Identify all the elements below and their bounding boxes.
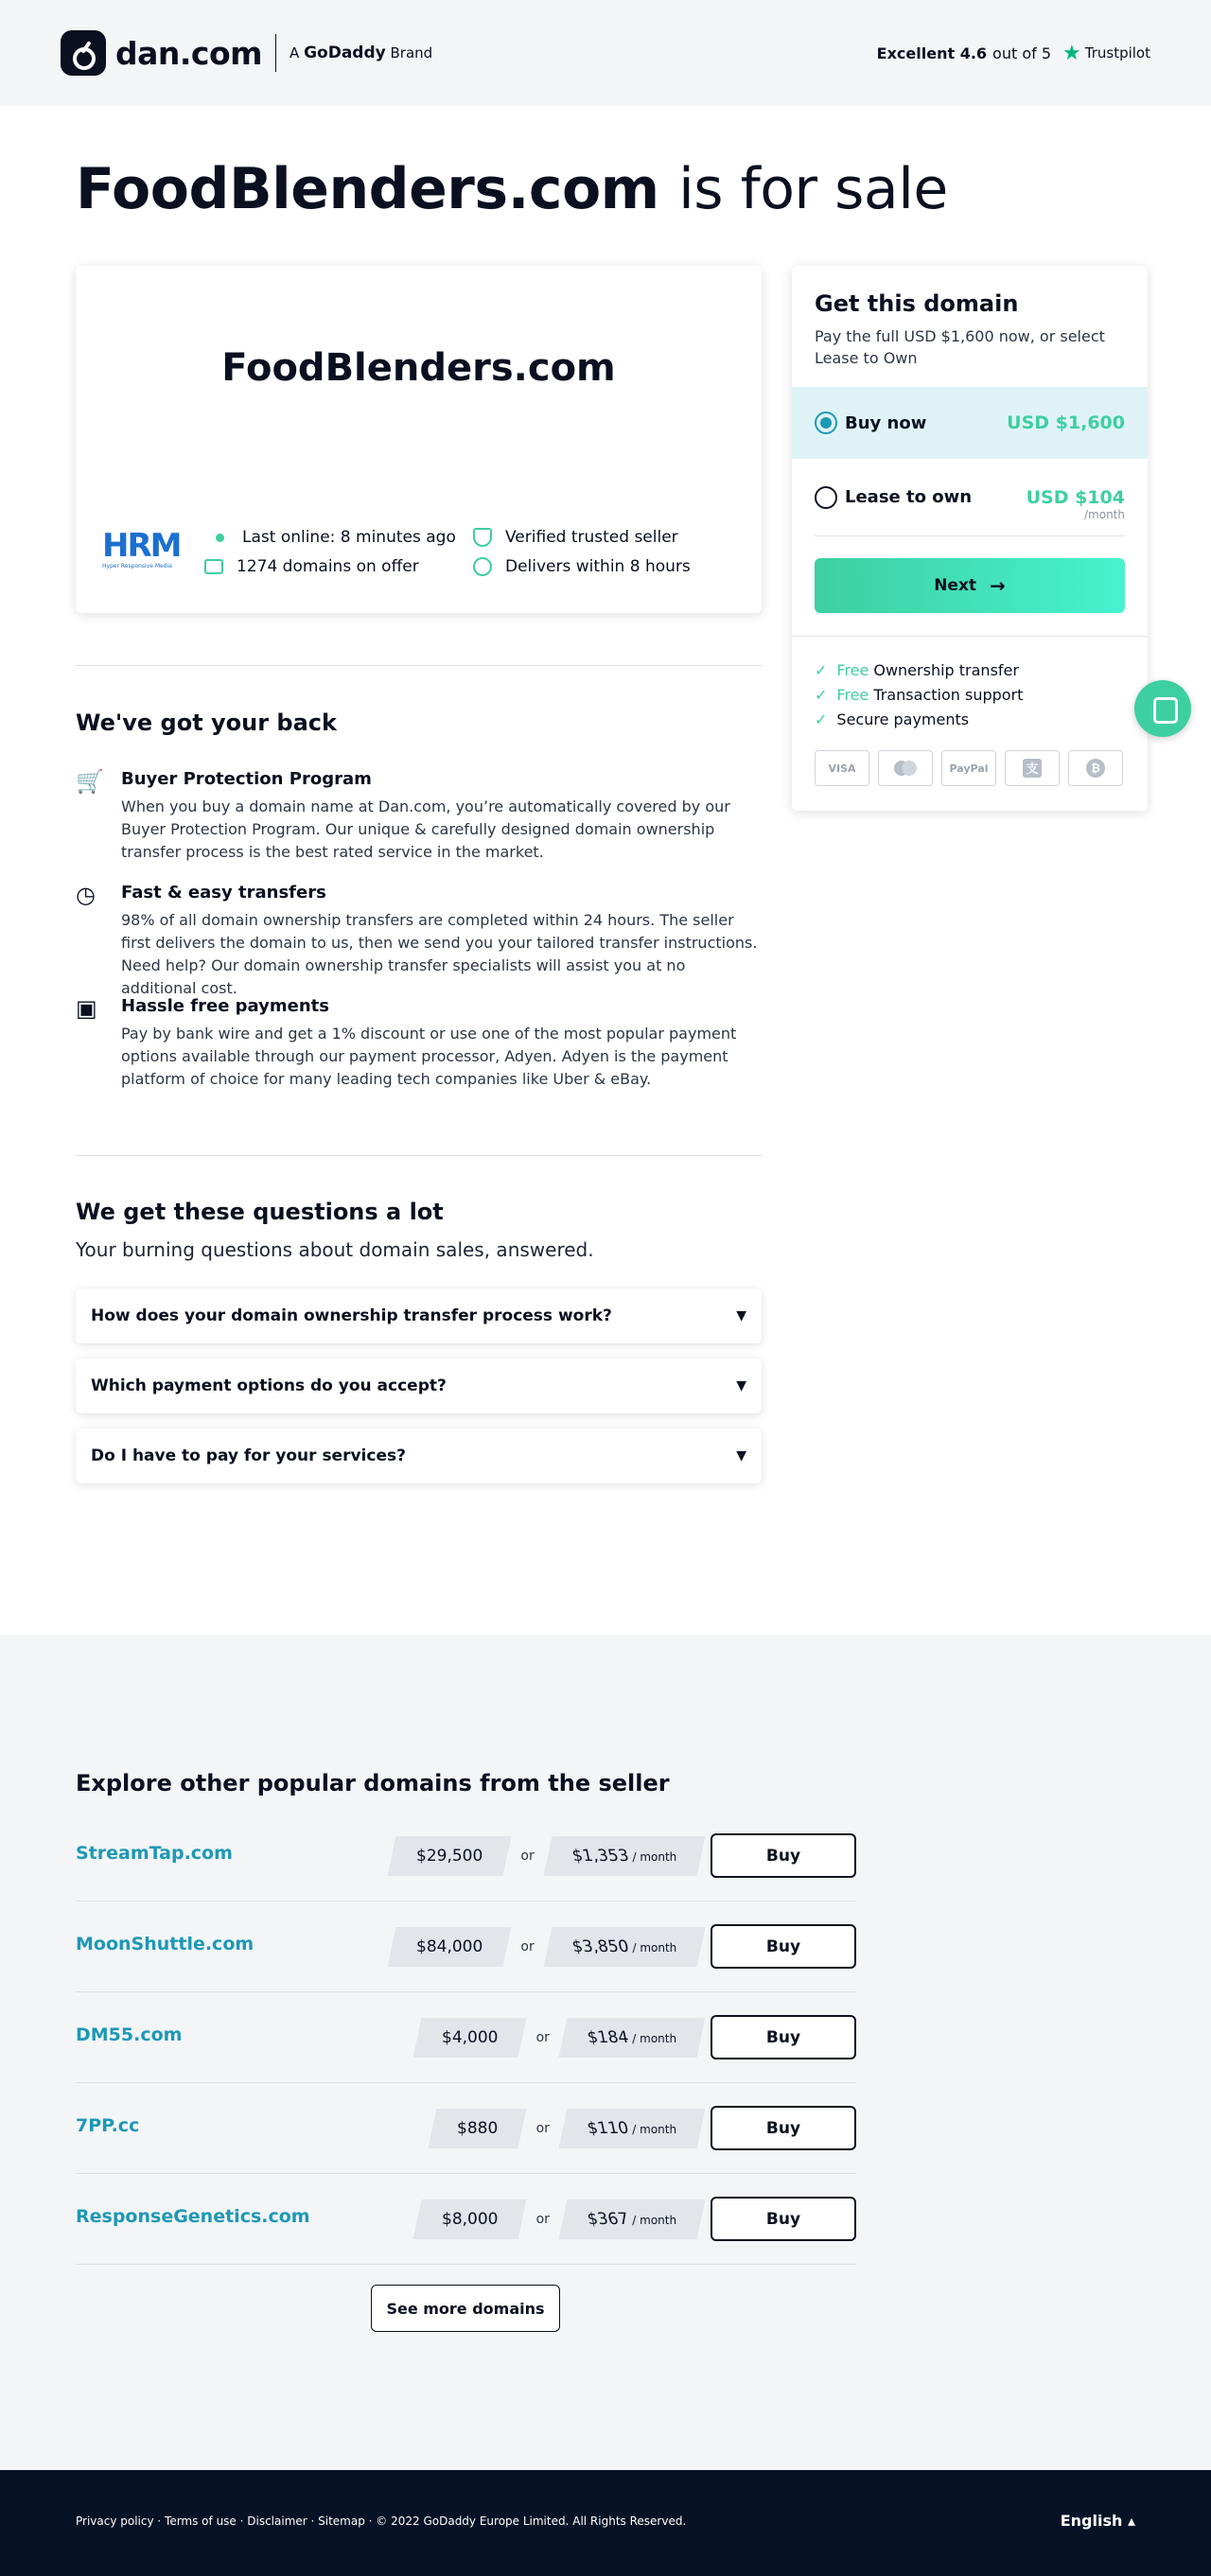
faq-item[interactable] [76, 1428, 762, 1483]
chevron-down-icon: ▼ [736, 1378, 746, 1393]
faq-question: Do I have to pay for your services? [91, 1446, 406, 1465]
per-month: / month [632, 1849, 676, 1864]
trustpilot-star-icon: ★ [1062, 41, 1081, 65]
domain-link[interactable]: DM55.com [76, 2024, 183, 2045]
trustpilot-rating[interactable] [877, 42, 1150, 65]
option-buy-now[interactable] [792, 387, 1148, 459]
page-title [76, 151, 948, 227]
feature-title: Buyer Protection Program [121, 769, 372, 789]
language-selector[interactable]: English ▴ [1060, 2512, 1135, 2530]
perk-text: Secure payments [836, 710, 970, 728]
perk-free: Free [836, 686, 869, 704]
verified-text: Verified trusted seller [505, 528, 678, 547]
perk-free: Free [836, 661, 869, 679]
monthly-price: $110 [585, 2118, 631, 2138]
price-pill [413, 2018, 527, 2058]
price: $880 [457, 2118, 499, 2138]
svg-text:₿: ₿ [1091, 762, 1100, 775]
perk-item [815, 683, 1023, 708]
brand-prefix: A [290, 44, 300, 61]
price-group [417, 2197, 856, 2241]
lease-per: /month [1084, 508, 1125, 521]
domains-on-offer[interactable] [204, 557, 419, 576]
divider [76, 665, 762, 666]
price: $84,000 [416, 1936, 483, 1956]
payment-methods [815, 750, 1132, 786]
feature-title: Hassle free payments [121, 996, 329, 1016]
see-more-button[interactable]: See more domains [371, 2285, 560, 2332]
domain-card [76, 266, 762, 613]
hero-domain: FoodBlenders.com [76, 156, 659, 222]
explore-title: Explore other popular domains from the seller [76, 1770, 670, 1796]
next-label: Next [934, 576, 977, 595]
next-button[interactable] [815, 558, 1125, 613]
monthly-price: $1,353 [570, 1846, 631, 1866]
brand-suffix: Brand [390, 44, 433, 61]
price-pill [388, 1927, 512, 1967]
card-icon [204, 559, 223, 574]
buy-button[interactable]: Buy [711, 2015, 856, 2059]
domains-on-offer-text: 1274 domains on offer [237, 557, 419, 576]
monthly-pill [558, 2109, 705, 2148]
svg-text:支: 支 [1026, 762, 1039, 777]
seller-logo-text: HRM [102, 527, 181, 565]
brand-name: dan.com [115, 34, 263, 72]
price: $4,000 [442, 2027, 499, 2047]
domain-link[interactable]: ResponseGenetics.com [76, 2206, 310, 2227]
domain-link[interactable]: MoonShuttle.com [76, 1934, 254, 1954]
monthly-price: $367 [585, 2209, 631, 2229]
clock-icon [473, 557, 492, 576]
buy-box [792, 266, 1148, 811]
perk-item [815, 658, 1023, 683]
divider [76, 1155, 762, 1156]
feature-text: Pay by bank wire and get a 1% discount or use one of the most popular payment options available through our payment processor, Adyen. Adyen is the payment platform of choice for many leading tech companies like Uber & eBay. [121, 1025, 737, 1088]
back-title: We've got your back [76, 710, 337, 736]
footer-links[interactable]: Privacy policy · Terms of use · Disclaimer · Sitemap · © 2022 GoDaddy Europe Limited. All Rights Reserved. [76, 2515, 687, 2528]
monthly-pill [543, 1836, 705, 1876]
buy-button[interactable]: Buy [711, 2106, 856, 2150]
mastercard-icon [878, 750, 933, 786]
price: $8,000 [442, 2209, 499, 2229]
online-dot-icon [216, 534, 224, 542]
last-online [210, 528, 456, 547]
radio-buy-now[interactable] [815, 412, 837, 434]
chat-icon[interactable] [1134, 680, 1191, 737]
brand-parent [290, 44, 432, 62]
faq-item[interactable] [76, 1288, 762, 1343]
chevron-down-icon: ▼ [736, 1308, 746, 1323]
site-footer [0, 2470, 1211, 2576]
monthly-pill [558, 2018, 705, 2058]
seller-logo-sub: Hyper Responsive Media [102, 563, 172, 570]
price-pill [429, 2109, 527, 2148]
price-pill [388, 1836, 512, 1876]
dan-logo-icon [61, 30, 106, 76]
buy-now-label: Buy now [845, 412, 927, 433]
godaddy-label: GoDaddy [304, 44, 386, 62]
monthly-price: $3,850 [570, 1936, 631, 1956]
alipay-icon [1005, 750, 1060, 786]
perks-list [815, 658, 1023, 732]
faq-subtitle: Your burning questions about domain sales, answered. [76, 1238, 594, 1261]
per-month: / month [632, 2031, 676, 2045]
lease-price: USD $104 [1026, 486, 1125, 508]
feature-payments [76, 994, 762, 1091]
chevron-down-icon: ▼ [736, 1448, 746, 1463]
check-icon: ✓ [815, 710, 828, 728]
price-pill [413, 2199, 527, 2239]
domain-card-name: FoodBlenders.com [221, 346, 616, 390]
perk-text: Transaction support [873, 686, 1024, 704]
buy-now-price: USD $1,600 [1007, 412, 1125, 433]
delivers-text: Delivers within 8 hours [505, 557, 691, 576]
check-icon: ✓ [815, 686, 828, 704]
per-month: / month [632, 2122, 676, 2136]
or-label: or [520, 1848, 535, 1864]
last-online-text: Last online: 8 minutes ago [242, 528, 456, 547]
shield-icon [473, 528, 492, 547]
domain-row [76, 1901, 856, 1992]
rating-label: Excellent 4.6 [876, 44, 988, 62]
perk-text: Ownership transfer [873, 661, 1019, 679]
price-group [392, 1924, 856, 1969]
buybox-title: Get this domain [815, 290, 1019, 317]
buy-button[interactable]: Buy [711, 1833, 856, 1878]
money-icon: ▣ [76, 995, 97, 1022]
delivery-time [473, 557, 691, 576]
option-lease-to-own[interactable] [815, 459, 1125, 536]
monthly-price: $184 [585, 2027, 631, 2047]
lease-label: Lease to own [845, 487, 973, 507]
feature-title: Fast & easy transfers [121, 883, 326, 902]
price-group [432, 2106, 856, 2150]
buy-button[interactable]: Buy [711, 1924, 856, 1969]
price-group [392, 1833, 856, 1878]
hero-suffix: is for sale [678, 156, 948, 222]
visa-icon: VISA [815, 750, 869, 786]
divider [792, 636, 1148, 637]
domain-row [76, 1811, 856, 1901]
perk-item [815, 708, 1023, 732]
domain-row [76, 2083, 856, 2174]
cart-icon: 🛒 [76, 768, 104, 795]
domain-link[interactable]: 7PP.cc [76, 2115, 140, 2136]
rating-outof: out of 5 [992, 44, 1052, 62]
domain-row [76, 1992, 856, 2083]
verified-seller [473, 528, 678, 547]
or-label: or [535, 2029, 550, 2045]
per-month: / month [632, 2213, 676, 2227]
monthly-pill [558, 2199, 705, 2239]
paypal-icon: PayPal [941, 750, 996, 786]
clock-icon: ◷ [76, 882, 96, 908]
feature-fast-transfers [76, 881, 762, 1000]
seller-logo[interactable] [102, 529, 184, 574]
or-label: or [520, 1938, 535, 1954]
check-icon: ✓ [815, 661, 828, 679]
feature-text: 98% of all domain ownership transfers are completed within 24 hours. The seller first delivers the domain to us, then we send you your tailored transfer instructions. Need help? Our domain ownership transfer specialists will assist you at no additional cost. [121, 911, 758, 997]
brand[interactable] [61, 30, 432, 76]
site-header [0, 0, 1211, 106]
price-group [417, 2015, 856, 2059]
domain-link[interactable]: StreamTap.com [76, 1843, 233, 1864]
or-label: or [535, 2120, 550, 2136]
or-label: or [535, 2211, 550, 2227]
faq-item[interactable] [76, 1358, 762, 1413]
feature-text: When you buy a domain name at Dan.com, you’re automatically covered by our Buyer Protection Program. Our unique & carefully designed domain ownership transfer process is the best rated service in the market. [121, 797, 730, 861]
bitcoin-icon [1068, 750, 1123, 786]
buybox-desc: Pay the full USD $1,600 now, or select Lease to Own [815, 327, 1105, 367]
faq-title: We get these questions a lot [76, 1199, 444, 1225]
monthly-pill [543, 1927, 705, 1967]
faq-question: How does your domain ownership transfer process work? [91, 1306, 612, 1325]
feature-buyer-protection [76, 767, 762, 864]
radio-lease[interactable] [815, 486, 837, 509]
explore-section [0, 1635, 1211, 2470]
brand-separator [275, 34, 276, 72]
arrow-right-icon: → [990, 574, 1006, 597]
domain-row [76, 2174, 856, 2265]
price: $29,500 [416, 1846, 483, 1866]
trustpilot-label: Trustpilot [1084, 44, 1150, 61]
faq-question: Which payment options do you accept? [91, 1376, 447, 1395]
per-month: / month [632, 1940, 676, 1954]
buy-button[interactable]: Buy [711, 2197, 856, 2241]
